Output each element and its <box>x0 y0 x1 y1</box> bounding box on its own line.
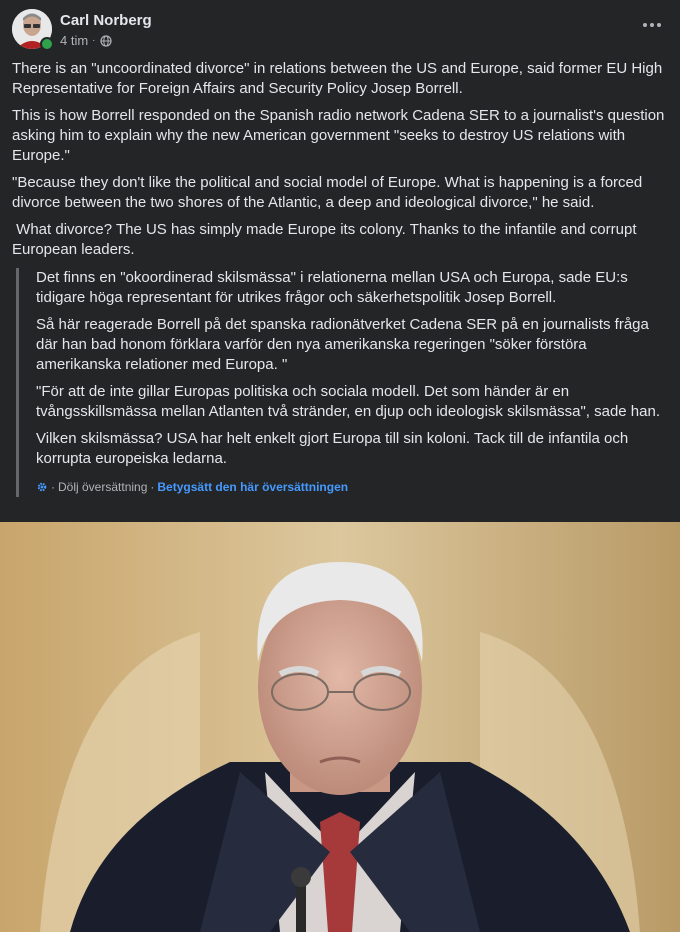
rate-translation-link[interactable]: Betygsätt den här översättningen <box>157 480 349 494</box>
translation-footer <box>36 477 664 497</box>
post-paragraph-2: This is how Borrell responded on the Spanish radio network Cadena SER to a journalist's question asking him to explain why the new American government "seeks to destroy US relations with Europe." <box>12 107 665 164</box>
globe-icon[interactable] <box>100 35 112 47</box>
translation-block <box>16 268 664 497</box>
post-time[interactable]: 4 tim <box>60 33 89 48</box>
post-text <box>12 59 668 267</box>
post-paragraph-1: There is an "uncoordinated divorce" in relations between the US and Europe, said former EU High Representative for Foreign Affairs and Security Policy Josep Borrell. <box>12 60 663 97</box>
post-header <box>12 9 668 49</box>
footer-separator: · <box>51 480 55 494</box>
more-dots-icon <box>643 23 647 27</box>
meta-separator: · <box>92 35 96 46</box>
translation-paragraph-1: Det finns en "okoordinerad skilsmässa" i relationerna mellan USA och Europa, sade EU:s tidigare höga representant för utrikes frågor och säkerhetspolitik Josep Borrell. <box>36 269 628 306</box>
translation-paragraph-2: Så här reagerade Borrell på det spanska radionätverket Cadena SER på en journalists fråga där han bad honom förklara varför den nya amerikanska regeringen "söker förstöra amerikanska relationer med Europa. " <box>36 316 649 373</box>
footer-separator: · <box>150 480 155 494</box>
post-paragraph-3: "Because they don't like the political and social model of Europe. What is happening is a forced divorce between the two shores of the Atlantic, a deep and ideological divorce," he said. <box>12 174 643 211</box>
translation-paragraph-4: Vilken skilsmässa? USA har helt enkelt gjort Europa till sin koloni. Tack till de infantila och korrupta europeiska ledarna. <box>36 430 629 467</box>
author-name[interactable]: Carl Norberg <box>60 12 152 29</box>
post-paragraph-4: What divorce? The US has simply made Europe its colony. Thanks to the infantile and corrupt European leaders. <box>12 221 641 258</box>
hide-translation-link[interactable]: Dölj översättning <box>58 480 148 494</box>
translation-paragraph-3: "För att de inte gillar Europas politiska och sociala modell. Det som händer är en tvångsskillsmässa mellan Atlanten två stränder, en djup och ideologisk skilsmässa", sade han. <box>36 383 660 420</box>
gear-icon <box>36 481 48 493</box>
post-photo[interactable] <box>0 522 680 932</box>
online-status-dot <box>40 37 54 51</box>
more-options-button[interactable] <box>636 15 668 35</box>
post-meta <box>60 33 112 48</box>
